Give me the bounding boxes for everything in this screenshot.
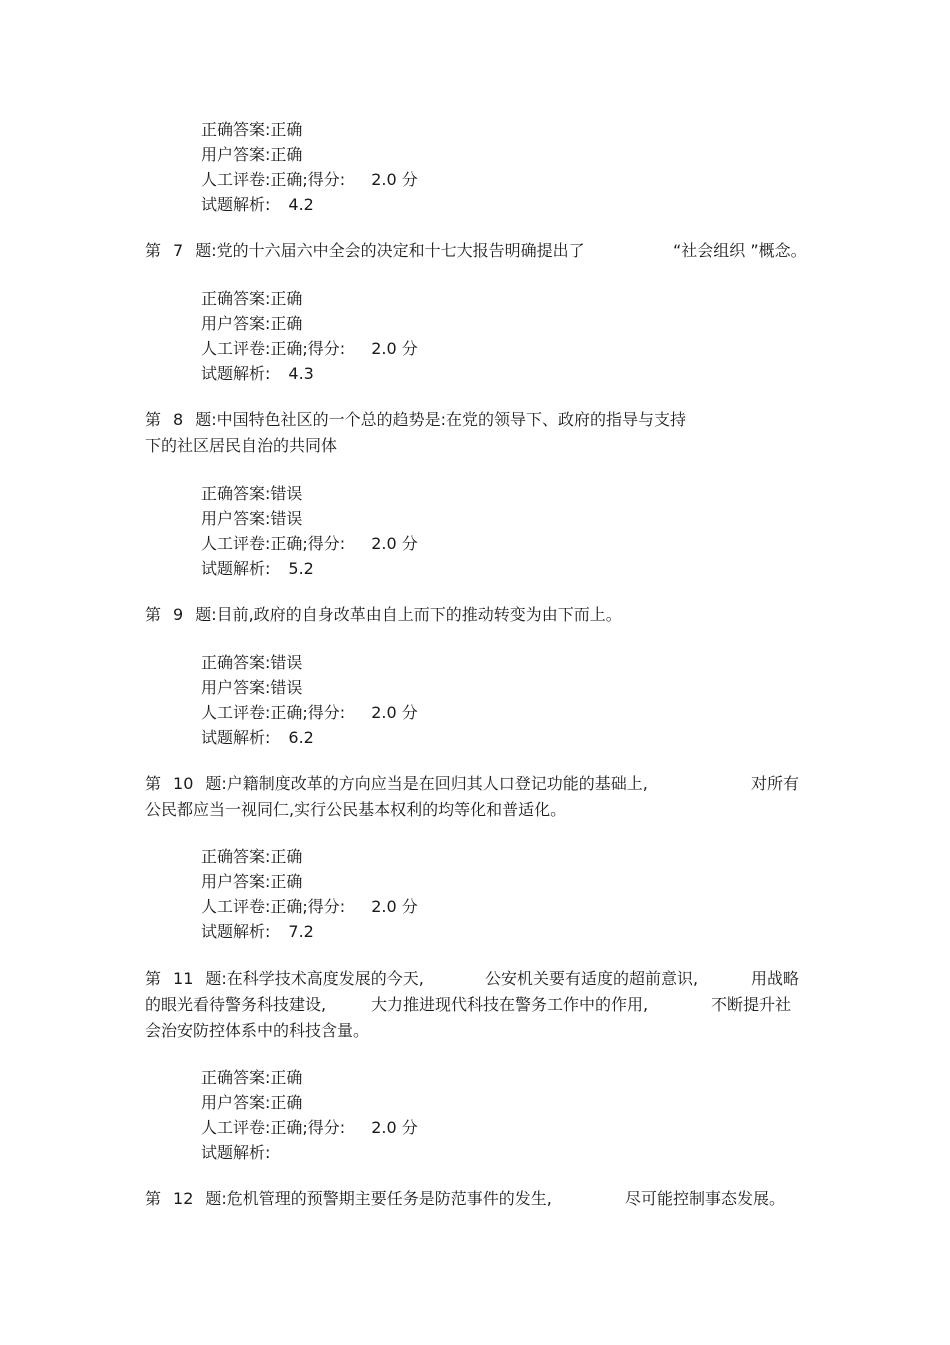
score-value: 2.0 xyxy=(371,1118,397,1137)
question-number: 11 xyxy=(173,969,194,988)
score-separator: 正确;得分: xyxy=(270,170,346,189)
user-answer-row xyxy=(201,677,302,699)
user-answer-row xyxy=(201,144,302,166)
question-10-line-1 xyxy=(145,773,648,795)
manual-review-label: 人工评卷: xyxy=(201,170,271,189)
analysis-label: 试题解析: xyxy=(201,195,271,214)
question-11-line-2b: 大力推进现代科技在警务工作中的作用, xyxy=(371,995,649,1014)
question-12-line-1b: 尽可能控制事态发展。 xyxy=(625,1189,786,1208)
analysis-label: 试题解析: xyxy=(201,922,271,941)
manual-review-label: 人工评卷: xyxy=(201,703,271,722)
user-answer-label: 用户答案: xyxy=(201,509,271,528)
user-answer-value: 错误 xyxy=(270,509,303,528)
score-separator: 正确;得分: xyxy=(270,534,346,553)
analysis-row xyxy=(201,921,314,943)
user-answer-row xyxy=(201,1092,302,1114)
user-answer-label: 用户答案: xyxy=(201,314,271,333)
user-answer-row xyxy=(201,508,302,530)
analysis-label: 试题解析: xyxy=(201,1143,271,1162)
question-prefix: 第 xyxy=(145,241,162,260)
user-answer-label: 用户答案: xyxy=(201,145,271,164)
user-answer-value: 正确 xyxy=(270,314,303,333)
correct-answer-label: 正确答案: xyxy=(201,847,271,866)
question-11-line-1c: 用战略 xyxy=(751,969,800,988)
question-8-line-1 xyxy=(145,409,686,431)
user-answer-value: 正确 xyxy=(270,145,303,164)
correct-answer-value: 错误 xyxy=(270,484,303,503)
question-text: 在科学技术高度发展的今天, xyxy=(226,969,424,988)
manual-review-label: 人工评卷: xyxy=(201,534,271,553)
question-suffix: 题: xyxy=(205,774,227,793)
user-answer-label: 用户答案: xyxy=(201,1093,271,1112)
correct-answer-label: 正确答案: xyxy=(201,484,271,503)
question-text: 党的十六届六中全会的决定和十七大报告明确提出了 xyxy=(216,241,585,260)
correct-answer-row xyxy=(201,846,302,868)
question-number: 8 xyxy=(173,410,184,429)
analysis-label: 试题解析: xyxy=(201,728,271,747)
question-7-line-1 xyxy=(145,240,585,262)
analysis-label: 试题解析: xyxy=(201,559,271,578)
analysis-row xyxy=(201,194,314,216)
question-prefix: 第 xyxy=(145,969,162,988)
analysis-value: 4.3 xyxy=(288,364,314,383)
user-answer-value: 正确 xyxy=(270,872,303,891)
question-9-line-1 xyxy=(145,604,622,626)
question-10-line-1b: 对所有 xyxy=(751,774,800,793)
points-unit: 分 xyxy=(401,170,418,189)
correct-answer-row xyxy=(201,288,302,310)
correct-answer-label: 正确答案: xyxy=(201,653,271,672)
manual-review-label: 人工评卷: xyxy=(201,1118,271,1137)
points-unit: 分 xyxy=(401,703,418,722)
user-answer-row xyxy=(201,871,302,893)
question-11-line-1 xyxy=(145,968,424,990)
question-12-line-1 xyxy=(145,1188,552,1210)
question-text: 危机管理的预警期主要任务是防范事件的发生, xyxy=(226,1189,552,1208)
user-answer-row xyxy=(201,313,302,335)
question-prefix: 第 xyxy=(145,605,162,624)
correct-answer-value: 正确 xyxy=(270,1068,303,1087)
question-suffix: 题: xyxy=(195,410,217,429)
question-prefix: 第 xyxy=(145,774,162,793)
question-8-line-2: 下的社区居民自治的共同体 xyxy=(145,436,338,455)
points-unit: 分 xyxy=(401,339,418,358)
question-number: 10 xyxy=(173,774,194,793)
correct-answer-value: 错误 xyxy=(270,653,303,672)
analysis-label: 试题解析: xyxy=(201,364,271,383)
question-11-line-3: 会治安防控体系中的科技含量。 xyxy=(145,1021,370,1040)
score-separator: 正确;得分: xyxy=(270,703,346,722)
score-separator: 正确;得分: xyxy=(270,1118,346,1137)
question-text: 目前,政府的自身改革由自上而下的推动转变为由下而上。 xyxy=(216,605,622,624)
correct-answer-value: 正确 xyxy=(270,120,303,139)
question-prefix: 第 xyxy=(145,1189,162,1208)
points-unit: 分 xyxy=(401,1118,418,1137)
score-value: 2.0 xyxy=(371,534,397,553)
analysis-value: 6.2 xyxy=(288,728,314,747)
correct-answer-label: 正确答案: xyxy=(201,120,271,139)
question-number: 7 xyxy=(173,241,184,260)
analysis-value: 4.2 xyxy=(288,195,314,214)
analysis-value: 7.2 xyxy=(288,922,314,941)
user-answer-value: 错误 xyxy=(270,678,303,697)
points-unit: 分 xyxy=(401,897,418,916)
analysis-row xyxy=(201,363,314,385)
analysis-row xyxy=(201,558,314,580)
correct-answer-row xyxy=(201,1067,302,1089)
manual-review-label: 人工评卷: xyxy=(201,339,271,358)
score-separator: 正确;得分: xyxy=(270,897,346,916)
analysis-row xyxy=(201,727,314,749)
correct-answer-row xyxy=(201,652,302,674)
question-suffix: 题: xyxy=(205,1189,227,1208)
correct-answer-value: 正确 xyxy=(270,289,303,308)
manual-review-row xyxy=(201,533,418,555)
score-separator: 正确;得分: xyxy=(270,339,346,358)
question-number: 9 xyxy=(173,605,184,624)
question-7-line-1b: “社会组织 ”概念。 xyxy=(673,241,807,260)
question-11-line-2c: 不断提升社 xyxy=(711,995,792,1014)
analysis-value: 5.2 xyxy=(288,559,314,578)
manual-review-row xyxy=(201,702,418,724)
question-11-line-2: 的眼光看待警务科技建设, xyxy=(145,995,327,1014)
score-value: 2.0 xyxy=(371,339,397,358)
question-prefix: 第 xyxy=(145,410,162,429)
score-value: 2.0 xyxy=(371,703,397,722)
correct-answer-row xyxy=(201,119,302,141)
question-text: 户籍制度改革的方向应当是在回归其人口登记功能的基础上, xyxy=(226,774,648,793)
score-value: 2.0 xyxy=(371,897,397,916)
question-suffix: 题: xyxy=(195,241,217,260)
user-answer-label: 用户答案: xyxy=(201,678,271,697)
analysis-row xyxy=(201,1142,288,1164)
manual-review-row xyxy=(201,338,418,360)
correct-answer-value: 正确 xyxy=(270,847,303,866)
score-value: 2.0 xyxy=(371,170,397,189)
manual-review-row xyxy=(201,169,418,191)
correct-answer-label: 正确答案: xyxy=(201,289,271,308)
manual-review-row xyxy=(201,1117,418,1139)
user-answer-label: 用户答案: xyxy=(201,872,271,891)
question-text: 中国特色社区的一个总的趋势是:在党的领导下、政府的指导与支持 xyxy=(216,410,687,429)
manual-review-row xyxy=(201,896,418,918)
manual-review-label: 人工评卷: xyxy=(201,897,271,916)
correct-answer-label: 正确答案: xyxy=(201,1068,271,1087)
question-11-line-1b: 公安机关要有适度的超前意识, xyxy=(485,969,699,988)
question-suffix: 题: xyxy=(195,605,217,624)
question-number: 12 xyxy=(173,1189,194,1208)
question-suffix: 题: xyxy=(205,969,227,988)
correct-answer-row xyxy=(201,483,302,505)
points-unit: 分 xyxy=(401,534,418,553)
question-10-line-2: 公民都应当一视同仁,实行公民基本权利的均等化和普适化。 xyxy=(145,800,567,819)
user-answer-value: 正确 xyxy=(270,1093,303,1112)
